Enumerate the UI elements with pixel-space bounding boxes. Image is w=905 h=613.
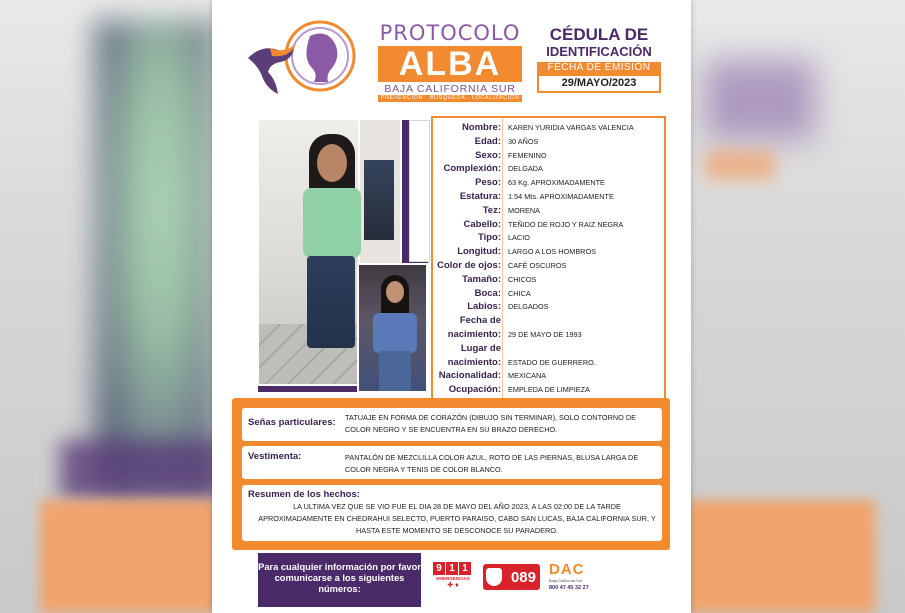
resumen-title: Resumen de los hechos: xyxy=(248,489,360,500)
field-label: Longitud: xyxy=(457,246,501,258)
field-value: MORENA xyxy=(508,205,541,215)
field-row xyxy=(212,121,691,135)
field-row xyxy=(212,287,691,301)
logo-911 xyxy=(433,562,473,594)
field-value: CHICA xyxy=(508,288,531,298)
logo-089 xyxy=(483,564,540,590)
field-row xyxy=(212,149,691,163)
field-label: Sexo: xyxy=(475,149,501,161)
field-row xyxy=(212,245,691,259)
field-label: Estatura: xyxy=(459,191,501,202)
field-row xyxy=(212,231,691,245)
field-row xyxy=(212,314,691,328)
911-digit: 1 xyxy=(459,562,471,575)
911-digit: 1 xyxy=(446,562,458,575)
field-label: Cabello: xyxy=(463,218,501,230)
field-row xyxy=(212,342,691,356)
field-label: Labios: xyxy=(467,301,501,313)
senas-text: TATUAJE EN FORMA DE CORAZÓN (DIBUJO SIN TERMINAR), SOLO CONTORNO DE COLOR NEGRO Y SE ENCUENTRA EN SU BRAZO DERECHO. xyxy=(345,413,636,434)
cedula-title-line1: CÉDULA DE xyxy=(549,25,649,44)
dac-word: DAC xyxy=(549,561,585,578)
field-label: Tez: xyxy=(482,204,501,216)
field-label: Ocupación: xyxy=(448,384,501,396)
alba-tagline: PREVENCIÓN · BÚSQUEDA · LOCALIZACIÓN xyxy=(378,95,522,102)
protocolo-text: PROTOCOLO xyxy=(379,21,521,45)
field-row xyxy=(212,356,691,370)
field-row xyxy=(212,369,691,383)
field-value: DELGADA xyxy=(508,164,543,174)
field-label: Nacionalidad: xyxy=(438,370,501,382)
field-value: ESTADO DE GUERRERO. xyxy=(508,357,596,367)
cedula-header xyxy=(537,26,661,93)
senas-box xyxy=(242,408,662,441)
resumen-text: LA ULTIMA VEZ QUE SE VIO FUE EL DIA 28 DE MAYO DEL AÑO 2023, A LAS 02:00 DE LA TARDE APROXIMADAMENTE EN CHEDRAHUI SELECTO, PUERTO PARAISO, CABO SAN LUCAS, BAJA CALIFORNIA SUR, Y HASTA ESTE MOMENTO SE DESCONOCE SU PARADERO. xyxy=(258,502,656,535)
cedula-title-line2: IDENTIFICACIÓN xyxy=(546,44,652,59)
field-value: CAFÉ OSCUROS xyxy=(508,261,567,270)
field-row xyxy=(212,328,691,342)
field-label: Peso: xyxy=(475,177,501,189)
emergency-icons: ✚ ♦ xyxy=(447,582,459,589)
field-value: 30 AÑOS xyxy=(508,136,539,146)
missing-person-flyer xyxy=(212,0,691,613)
field-value: LACIO xyxy=(508,233,530,243)
contact-banner: Para cualquier información por favor comunicarse a los siguientes números: xyxy=(258,553,421,607)
911-digits xyxy=(433,562,473,575)
field-value: 1.54 Mts. APROXIMADAMENTE xyxy=(508,192,614,201)
field-value: MEXICANA xyxy=(508,371,547,381)
field-value: DELGADOS xyxy=(508,302,549,312)
field-row xyxy=(212,135,691,149)
protocolo-alba-logo xyxy=(378,22,522,102)
field-label: Nombre: xyxy=(461,122,501,133)
field-value: FEMENINO xyxy=(508,150,547,160)
field-label: Complexión: xyxy=(443,163,501,175)
emision-date: 29/MAYO/2023 xyxy=(537,74,661,93)
vestimenta-title: Vestimenta: xyxy=(248,451,302,462)
shield-icon xyxy=(486,568,502,586)
911-subtitle: EMERGENCIAS xyxy=(436,576,470,581)
field-value: 29 DE MAYO DE 1993 xyxy=(508,330,582,339)
background-blur-orange-right xyxy=(685,500,875,613)
field-label: Lugar de xyxy=(460,342,501,354)
vestimenta-text: PANTALÓN DE MEZCLILLA COLOR AZUL, ROTO DE LAS PIERNAS, BLUSA LARGA DE COLOR NEGRA Y TENIS DE COLOR BLANCO. xyxy=(345,453,639,474)
field-label: nacimiento: xyxy=(447,356,501,368)
field-row xyxy=(212,273,691,287)
field-row xyxy=(212,259,691,273)
field-row xyxy=(212,190,691,204)
emision-label: FECHA DE EMISIÓN xyxy=(537,62,661,74)
alba-text: ALBA xyxy=(378,46,522,82)
field-value: CHICOS xyxy=(508,274,537,284)
field-row xyxy=(212,383,691,397)
logo-dac xyxy=(549,561,609,595)
field-label: nacimiento: xyxy=(447,329,501,340)
alba-logo-icon xyxy=(240,18,360,100)
field-label: Fecha de xyxy=(459,315,501,327)
field-value: TEÑIDO DE ROJO Y RAIZ NEGRA xyxy=(508,219,624,229)
911-digit: 9 xyxy=(433,562,445,575)
field-label: Tipo: xyxy=(477,232,501,244)
field-row xyxy=(212,162,691,176)
dac-phone: 800 47 45 32 27 xyxy=(549,585,589,591)
dac-subtitle: Baja California Sur xyxy=(549,578,583,583)
field-value: LARGO A LOS HOMBROS xyxy=(508,247,596,257)
background-blur-purple-right xyxy=(705,60,815,140)
background-blurred-photo xyxy=(95,20,215,490)
field-label: Color de ojos: xyxy=(437,260,501,271)
089-number: 089 xyxy=(510,568,536,586)
senas-title: Señas particulares: xyxy=(248,417,336,428)
field-value: EMPLEDA DE LIMPIEZA xyxy=(508,385,590,395)
background-blur-orange-left xyxy=(40,500,220,613)
background-blur-orange-top xyxy=(705,150,775,180)
field-row xyxy=(212,300,691,314)
field-row xyxy=(212,204,691,218)
field-value: KAREN YURIDIA VARGAS VALENCIA xyxy=(508,123,634,132)
state-text: BAJA CALIFORNIA SUR xyxy=(384,83,516,95)
field-label: Tamaño: xyxy=(462,273,501,285)
field-value: 63 Kg. APROXIMADAMENTE xyxy=(508,178,605,188)
field-row xyxy=(212,218,691,232)
field-row xyxy=(212,176,691,190)
background-blur-purple xyxy=(60,440,220,500)
field-label: Edad: xyxy=(474,135,501,147)
vestimenta-box xyxy=(242,446,662,479)
resumen-box xyxy=(242,485,662,541)
field-label: Boca: xyxy=(474,287,501,299)
